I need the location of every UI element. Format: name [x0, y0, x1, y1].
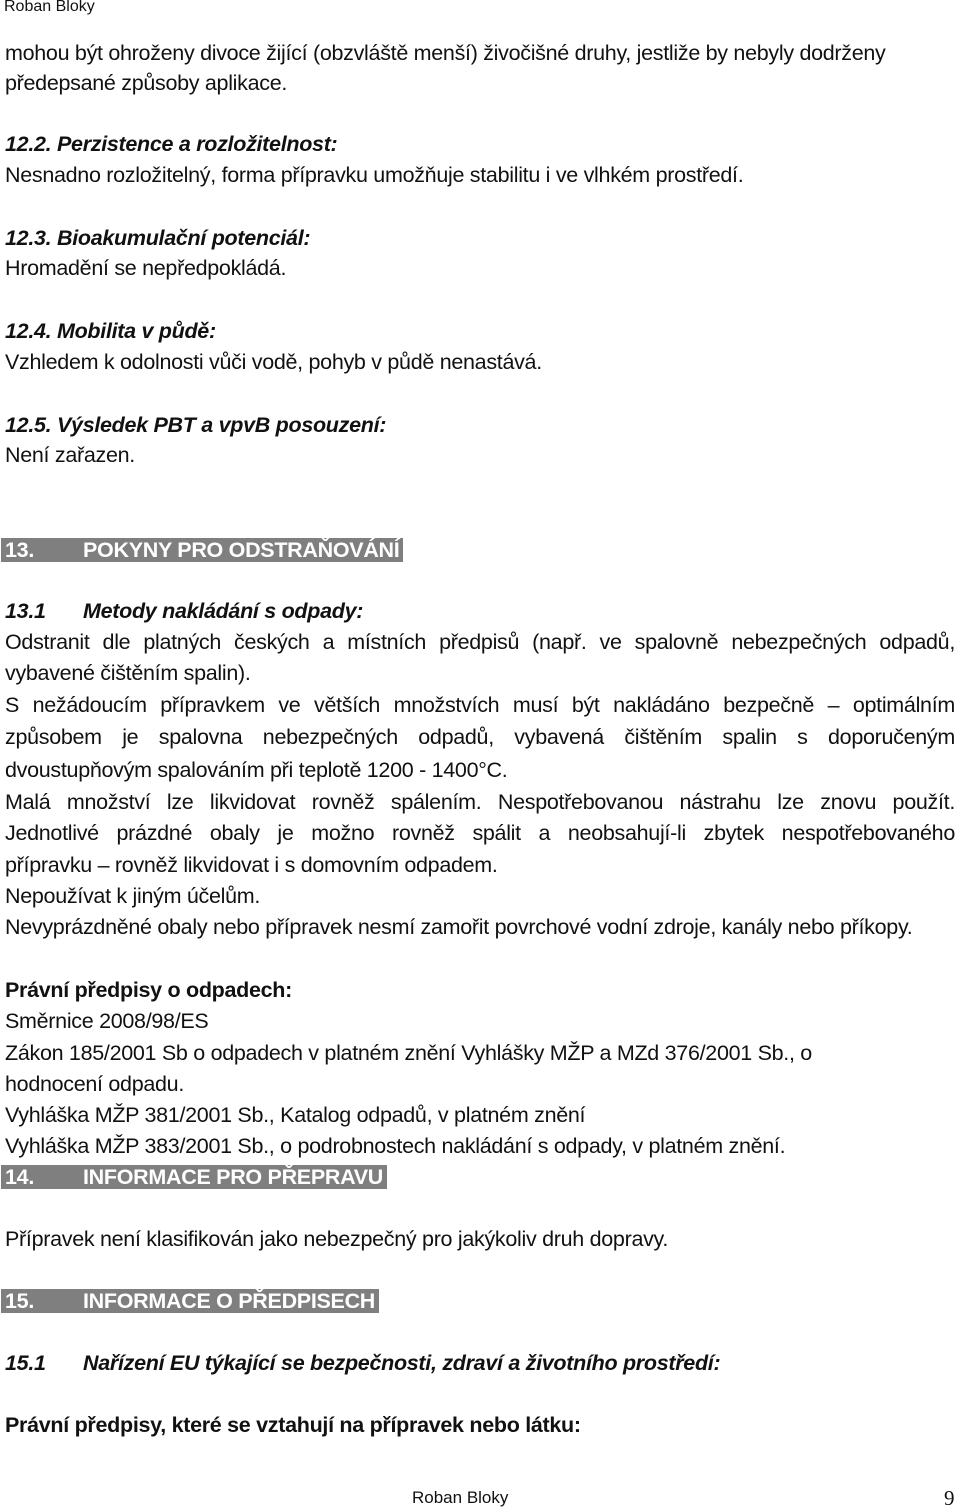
law-item: hodnocení odpadu.	[5, 1072, 185, 1096]
section-band	[1, 1289, 379, 1313]
text-line: Jednotlivé prázdné obaly je možno rovněž spálit a neobsahují-li zbytek nespotřebovaného	[5, 821, 955, 845]
subsection-title: Nařízení EU týkající se bezpečnosti, zdraví a životního prostředí:	[83, 1351, 721, 1375]
subsection-13-1-title	[5, 596, 363, 626]
text-line: vybavené čištěním spalin).	[5, 661, 251, 685]
section-number: 15.	[5, 1289, 34, 1313]
subsection-12-3-title: 12.3. Bioakumulační potenciál:	[5, 226, 311, 250]
section-13-heading	[5, 535, 403, 565]
section-title: INFORMACE PRO PŘEPRAVU	[83, 1165, 383, 1189]
section-band	[1, 538, 403, 562]
page-number: 9	[944, 1486, 955, 1510]
text-line: mohou být ohroženy divoce žijící (obzvláště menší) živočišné druhy, jestliže by nebyly dodrženy	[5, 41, 886, 65]
page-header-author: Roban Bloky	[4, 0, 95, 15]
section-title: INFORMACE O PŘEDPISECH	[83, 1289, 376, 1313]
law-item: Vyhláška MŽP 381/2001 Sb., Katalog odpadů, v platném znění	[5, 1103, 586, 1127]
subsection-15-1-title	[5, 1348, 720, 1378]
subsection-12-2-text: Nesnadno rozložitelný, forma přípravku umožňuje stabilitu i ve vlhkém prostředí.	[5, 163, 744, 187]
waste-law-heading: Právní předpisy o odpadech:	[5, 978, 292, 1002]
text-line: Malá množství lze likvidovat rovněž spálením. Nespotřebovanou nástrahu lze znovu použít.	[5, 790, 955, 814]
page-footer-author: Roban Bloky	[412, 1488, 509, 1507]
text-line: předepsané způsoby aplikace.	[5, 71, 288, 95]
subsection-title: Metody nakládání s odpady:	[83, 599, 364, 623]
text-line: S nežádoucím přípravkem ve větších množstvích musí být nakládáno bezpečně – optimálním	[5, 693, 955, 717]
text-line: způsobem je spalovna nebezpečných odpadů, vybavená čištěním spalin s doporučeným	[5, 725, 955, 749]
text-line: Nepoužívat k jiným účelům.	[5, 884, 261, 908]
regulations-heading: Právní předpisy, které se vztahují na přípravek nebo látku:	[5, 1413, 581, 1437]
section-number: 13.	[5, 538, 34, 562]
section-14-text: Přípravek není klasifikován jako nebezpečný pro jakýkoliv druh dopravy.	[5, 1227, 669, 1251]
subsection-12-2-title: 12.2. Perzistence a rozložitelnost:	[5, 132, 338, 156]
subsection-12-4-title: 12.4. Mobilita v půdě:	[5, 319, 216, 343]
law-item: Zákon 185/2001 Sb o odpadech v platném znění Vyhlášky MŽP a MZd 376/2001 Sb., o	[5, 1041, 812, 1065]
text-line: Nevyprázdněné obaly nebo přípravek nesmí zamořit povrchové vodní zdroje, kanály nebo příkopy.	[5, 915, 913, 939]
section-band	[1, 1165, 387, 1189]
subsection-number: 13.1	[5, 599, 46, 623]
subsection-12-5-title: 12.5. Výsledek PBT a vpvB posouzení:	[5, 413, 387, 437]
text-line: Odstranit dle platných českých a místních předpisů (např. ve spalovně nebezpečných odpadů,	[5, 630, 955, 654]
section-number: 14.	[5, 1165, 34, 1189]
subsection-12-3-text: Hromadění se nepředpokládá.	[5, 256, 287, 280]
section-15-heading	[5, 1286, 379, 1316]
subsection-12-4-text: Vzhledem k odolnosti vůči vodě, pohyb v půdě nenastává.	[5, 350, 542, 374]
subsection-number: 15.1	[5, 1351, 46, 1375]
law-item: Směrnice 2008/98/ES	[5, 1009, 209, 1033]
text-line: přípravku – rovněž likvidovat i s domovním odpadem.	[5, 853, 498, 877]
text-line: dvoustupňovým spalováním při teplotě 1200 - 1400°C.	[5, 758, 508, 782]
subsection-12-5-text: Není zařazen.	[5, 443, 135, 467]
section-14-heading	[5, 1162, 387, 1192]
section-title: POKYNY PRO ODSTRAŇOVÁNÍ	[83, 538, 400, 562]
law-item: Vyhláška MŽP 383/2001 Sb., o podrobnostech nakládání s odpady, v platném znění.	[5, 1134, 786, 1158]
